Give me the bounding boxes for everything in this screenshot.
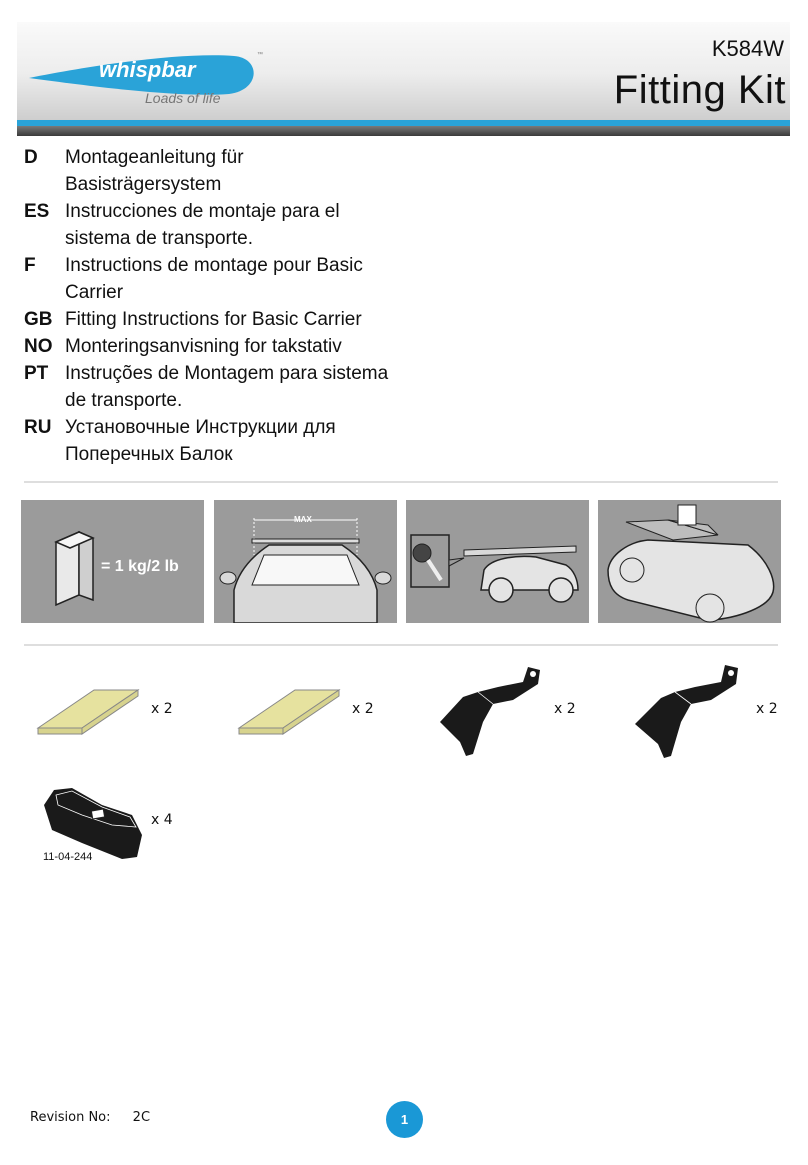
language-title: Установочные Инструкции для Поперечных Балок [65,417,336,465]
rubber-pad-icon [36,688,140,740]
language-title: Monteringsanvisning for takstativ [65,336,342,357]
page-title: Fitting Kit [613,68,786,112]
warning-panel-side-strap [406,500,589,623]
language-item [24,144,404,198]
language-item [24,360,404,414]
section-divider [24,481,778,483]
section-divider [24,644,778,646]
warning-panel-roof-strap [598,500,781,623]
language-code: GB [24,309,53,330]
rubber-pad-icon [237,688,341,740]
car-side-strap-load-icon [406,500,589,623]
brand-name: whispbar [99,57,196,82]
language-item [24,333,404,360]
language-code: D [24,147,38,168]
language-code: F [24,255,36,276]
brand-tagline: Loads of life [145,90,221,106]
language-code: PT [24,363,49,384]
language-item [24,252,404,306]
part-quantity: x 2 [151,701,173,717]
max-width-label: MAX [294,515,312,524]
language-title: Fitting Instructions for Basic Carrier [65,309,362,330]
header-dark-stripe [17,126,790,136]
language-code: ES [24,201,50,222]
trademark-mark: ™ [257,52,263,58]
revision-label: Revision No: [30,1110,111,1125]
revision-value: 2C [132,1110,151,1125]
language-list [24,144,404,468]
language-item [24,414,404,468]
part-quantity: x 4 [151,812,173,828]
warning-panel-weight [21,500,204,623]
language-item [24,306,404,333]
language-title: Instructions de montage pour Basic Carrier [65,255,363,303]
part-quantity: x 2 [756,701,778,717]
page-number-badge: 1 [386,1101,423,1138]
language-title: Instrucciones de montaje para el sistema de transporte. [65,201,340,249]
part-quantity: x 2 [554,701,576,717]
foot-pad-icon [42,785,146,861]
part-quantity: x 2 [352,701,374,717]
language-item [24,198,404,252]
warning-panel-max-width [214,500,397,623]
weight-limit-text: = 1 kg/2 lb [101,558,179,575]
language-code: NO [24,336,53,357]
revision-info [30,1110,168,1125]
bracket-icon [438,662,550,762]
language-title: Montageanleitung für Basisträgersystem [65,147,244,195]
car-roof-load-strap-icon [598,500,781,623]
bracket-icon [633,660,745,764]
language-code: RU [24,417,52,438]
kit-code: K584W [711,36,784,61]
part-number: 11-04-244 [43,851,93,863]
language-title: Instruções de Montagem para sistema de transporte. [65,363,389,411]
header-banner [17,22,790,136]
